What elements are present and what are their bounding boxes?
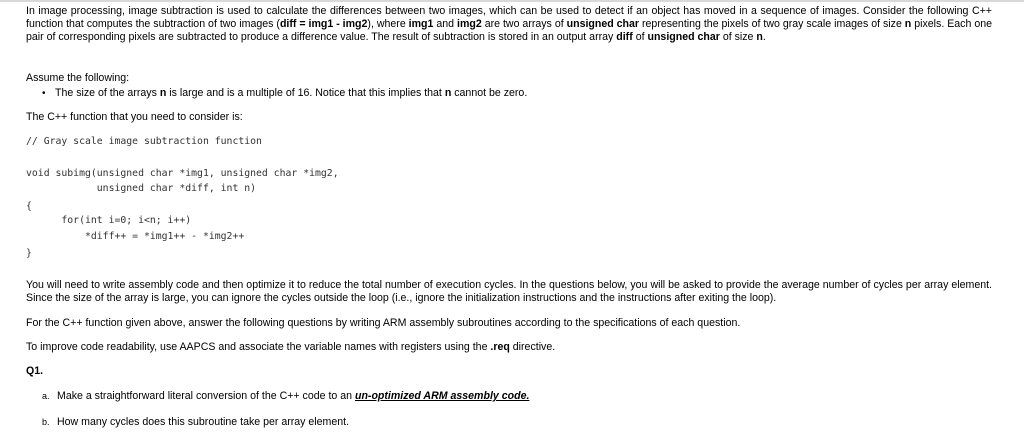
- code-signature-line-2: unsigned char *diff, int n): [26, 183, 257, 194]
- question-1-heading: Q1.: [26, 365, 44, 377]
- intro-paragraph: In image processing, image subtraction is used to calculate the differences between two images, which can be used to detect if an object has moved in a sequence of images. Consider the following C++ function that computes the subtraction of two images (diff = img1 - img2), where img1 and img2 are two arrays of unsigned char representing the pixels of two gray scale images of size n pixels. Each one pair of corresponding pixels are subtracted to produce a difference value. The result of subtraction is stored in an output array diff of unsigned char of size n.: [26, 5, 993, 43]
- code-brace-close: }: [26, 248, 32, 259]
- question-1a: a. Make a straightforward literal conversion of the C++ code to an un-optimized ARM assembly code.: [42, 390, 530, 402]
- readability-paragraph: To improve code readability, use AAPCS and associate the variable names with registers using the .req directive.: [26, 341, 556, 353]
- emphasized-requirement: un-optimized ARM assembly code.: [354, 390, 530, 402]
- assume-heading: Assume the following:: [26, 72, 130, 84]
- code-brace-open: {: [26, 201, 32, 212]
- code-comment: // Gray scale image subtraction function: [26, 136, 262, 147]
- given-paragraph: For the C++ function given above, answer the following questions by writing ARM assembly subroutines according to the specifications of each question.: [26, 317, 741, 329]
- code-for-loop: for(int i=0; i<n; i++): [26, 215, 192, 226]
- instructions-paragraph: You will need to write assembly code and then optimize it to reduce the total number of execution cycles. In the questions below, you will be asked to provide the average number of cycles per array element. Since the size of the array is large, you can ignore the cycles outside the loop (i.e., ignore the initialization instructions and the instructions after exiting the loop).: [26, 279, 992, 304]
- item-a-label: a.: [42, 391, 50, 401]
- assumption-bullet: • The size of the arrays n is large and is a multiple of 16. Notice that this implies that n cannot be zero.: [42, 87, 528, 99]
- cpp-intro: The C++ function that you need to consider is:: [26, 111, 243, 123]
- code-loop-body: *diff++ = *img1++ - *img2++: [26, 231, 245, 242]
- code-signature-line-1: void subimg(unsigned char *img1, unsigned char *img2,: [26, 168, 339, 179]
- top-divider: [0, 0, 1024, 2]
- question-1b: b. How many cycles does this subroutine take per array element.: [42, 416, 350, 428]
- item-b-label: b.: [42, 417, 50, 427]
- bullet-dot: •: [42, 88, 46, 99]
